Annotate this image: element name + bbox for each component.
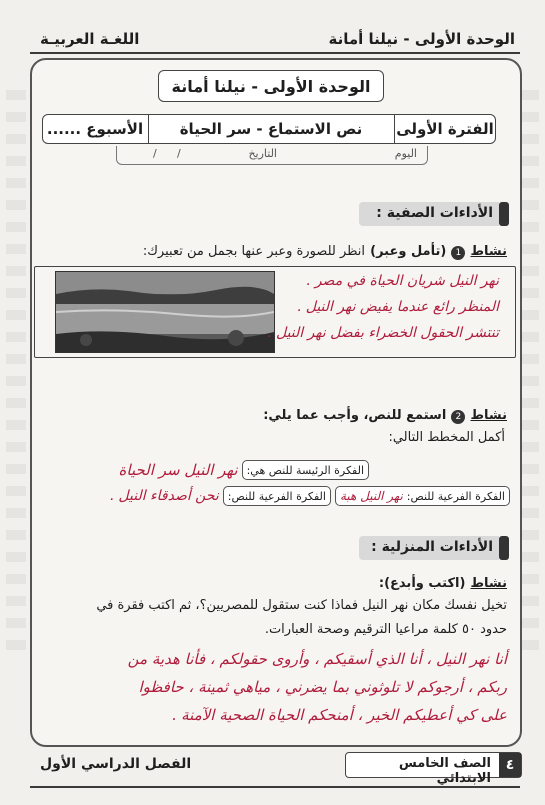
activity2-number: 2	[451, 410, 465, 424]
lesson-title: نص الاستماع - سر الحياة	[179, 120, 363, 138]
nile-river-image	[56, 272, 274, 352]
grade-label: الصف الخامس الابتدائي	[398, 756, 491, 786]
grade-badge	[345, 752, 522, 786]
classroom-section-header	[359, 202, 509, 226]
activity1-label: نشاط	[470, 244, 507, 259]
section-marker	[499, 202, 509, 226]
home-section-header	[359, 536, 509, 560]
home-title: الأداءات المنزلية :	[371, 539, 493, 555]
left-ornament	[6, 90, 26, 650]
main-idea-box	[242, 460, 369, 480]
header-divider	[30, 52, 520, 54]
activity1-instruction: انظر للصورة وعبر عنها بجمل من تعبيرك:	[142, 244, 366, 259]
activity1-number: 1	[451, 246, 465, 260]
period-label: الفترة الأولى	[396, 120, 494, 138]
sub-idea-answer-1: نهر النيل هبة	[339, 489, 403, 503]
activity1-heading	[143, 240, 507, 260]
activity2-heading	[263, 404, 507, 424]
home-answer-line-3: على كي أعطيكم الخير ، أمنحكم الحياة الصحية الآمنة .	[171, 706, 507, 724]
home-activity-heading	[379, 572, 507, 591]
main-idea-row	[119, 458, 369, 482]
home-answer-line-1: أنا نهر النيل ، أنا الذي أسقيكم ، وأروى حقولكم ، فأنا هدية من	[127, 650, 507, 668]
header-unit-title: الوحدة الأولى - نيلنا أمانة	[328, 30, 515, 48]
nile-river-photo	[55, 271, 275, 353]
answer-line-2: المنظر رائع عندما يفيض نهر النيل .	[296, 299, 499, 315]
answer-line-3: تنتشر الحقول الخضراء بفضل نهر النيل .	[267, 325, 499, 341]
sub-idea-box-2	[223, 486, 331, 506]
main-idea-label: الفكرة الرئيسة للنص هي:	[246, 463, 364, 477]
classroom-title: الأداءات الصفية :	[376, 205, 493, 221]
picture-answer-box	[34, 266, 516, 358]
date-slash: /	[177, 147, 181, 160]
info-divider	[394, 115, 396, 143]
sub-idea-answer-2: نحن أصدقاء النيل .	[109, 488, 219, 504]
date-row	[116, 146, 428, 165]
unit-title: الوحدة الأولى - نيلنا أمانة	[171, 76, 371, 96]
lesson-info-bar	[42, 114, 496, 144]
section-marker	[499, 536, 509, 560]
home-prompt-line-2: حدود ٥٠ كلمة مراعيا الترقيم وصحة العبارات.	[264, 622, 507, 637]
unit-title-box	[158, 70, 384, 102]
info-divider	[148, 115, 150, 143]
footer-divider	[30, 786, 520, 788]
date-label: التاريخ	[248, 147, 277, 160]
header-subject: اللغـة العربيـة	[40, 30, 140, 48]
sub-idea-label-1: الفكرة الفرعية للنص:	[406, 489, 505, 503]
main-idea-answer: نهر النيل سر الحياة	[118, 461, 238, 479]
sub-idea-box-1	[335, 486, 510, 506]
sub-idea-label-2: الفكرة الفرعية للنص:	[227, 489, 326, 503]
sub-ideas-row	[40, 484, 510, 508]
home-activity-label: نشاط	[470, 576, 507, 591]
activity2-instruction: استمع للنص، وأجب عما يلي:	[263, 408, 447, 423]
right-ornament	[519, 90, 539, 650]
home-answer-line-2: ربكم ، أرجوكم لا تلوثوني بما يضرني ، مياهي ثمينة ، حافظوا	[138, 678, 507, 696]
activity2-label: نشاط	[470, 408, 507, 423]
page-number: ٤	[499, 753, 521, 777]
day-label: اليوم	[394, 147, 417, 160]
home-activity-type: (اكتب وأبدع):	[378, 576, 466, 591]
week-label: الأسبوع ......	[46, 120, 144, 138]
answer-line-1: نهر النيل شريان الحياة في مصر .	[305, 273, 499, 289]
date-slash: /	[153, 147, 157, 160]
home-prompt-line-1: تخيل نفسك مكان نهر النيل فماذا كنت ستقول للمصريين؟، ثم اكتب فقرة في	[96, 598, 507, 613]
term-label: الفصل الدراسي الأول	[40, 756, 192, 772]
activity1-type: (تأمل وعبر)	[370, 244, 447, 259]
complete-diagram-instruction: أكمل المخطط التالي:	[388, 430, 505, 445]
